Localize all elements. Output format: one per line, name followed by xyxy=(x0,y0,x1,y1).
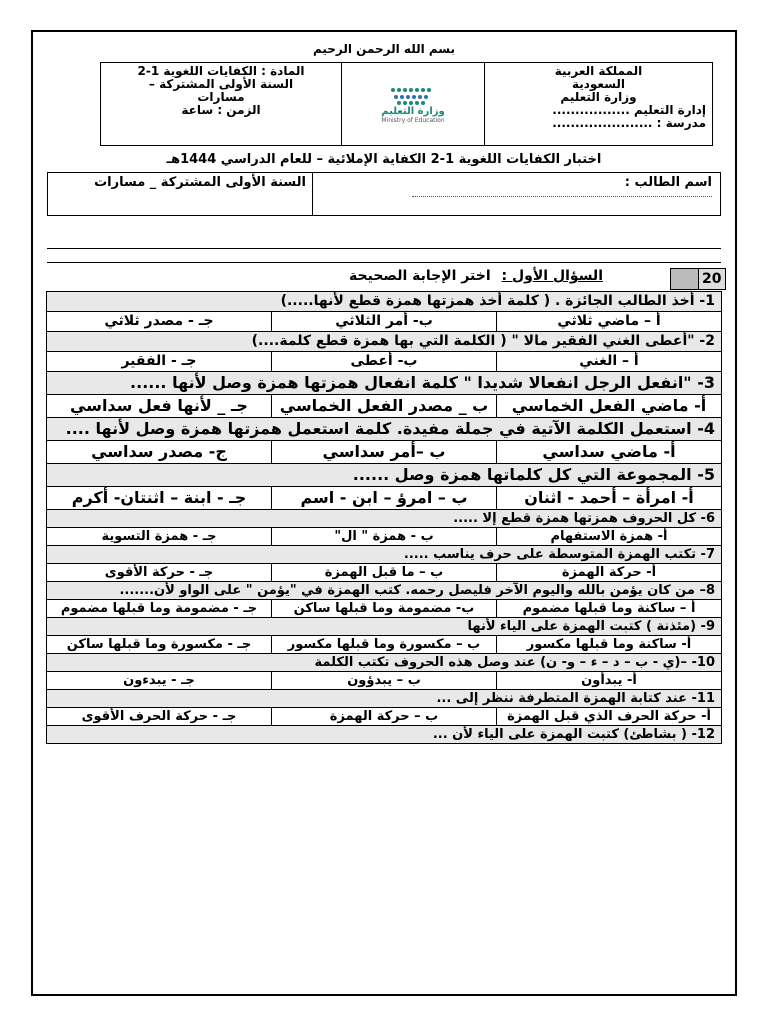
answer-option[interactable]: أ- يبدأون xyxy=(497,672,722,690)
section-instruction: اختر الإجابة الصحيحة xyxy=(349,268,491,284)
header-right-line: وزارة التعليم xyxy=(560,90,637,104)
answer-option[interactable]: أ- حركة الهمزة xyxy=(497,564,722,582)
answer-option[interactable]: جـ - يبدءون xyxy=(47,672,272,690)
answer-option[interactable]: جـ - مكسورة وما قبلها ساكن xyxy=(47,636,272,654)
answer-option[interactable]: ب- أمر الثلاثي xyxy=(272,312,497,332)
header-subject xyxy=(101,63,341,145)
answer-option[interactable]: أ- ساكنة وما قبلها مكسور xyxy=(497,636,722,654)
questions-table xyxy=(46,291,722,744)
options-row xyxy=(47,528,722,546)
header-right-line: إدارة التعليم ................. xyxy=(552,103,706,117)
answer-option[interactable]: ب – مكسورة وما قبلها مكسور xyxy=(272,636,497,654)
options-row xyxy=(47,600,722,618)
answer-option[interactable]: ب - همزة " ال" xyxy=(272,528,497,546)
score-value: 20 xyxy=(698,269,726,289)
answer-option[interactable]: أ- همزة الاستفهام xyxy=(497,528,722,546)
question-row xyxy=(47,292,722,312)
answer-option[interactable]: ب – ما قبل الهمزة xyxy=(272,564,497,582)
header-left-line: مسارات xyxy=(197,90,245,104)
section-title: السؤال الأول : xyxy=(501,268,603,284)
options-row xyxy=(47,708,722,726)
answer-option[interactable]: أ- ماضي الفعل الخماسي xyxy=(497,395,722,418)
question-row xyxy=(47,546,722,564)
answer-option[interactable]: جـ - ابنة – اثنتان- أكرم xyxy=(47,487,272,510)
answer-option[interactable]: ب – امرؤ – ابن - اسم xyxy=(272,487,497,510)
student-box xyxy=(47,172,721,216)
question-row xyxy=(47,690,722,708)
name-dotted-line xyxy=(412,196,712,197)
header-left-line: الزمن : ساعة xyxy=(181,103,261,117)
header-right-line: مدرسة : ...................... xyxy=(552,116,706,130)
header-left-line: السنة الأولى المشتركة – xyxy=(148,77,294,91)
answer-option[interactable]: أ – الغني xyxy=(497,352,722,372)
answer-option[interactable]: جـ - الفقير xyxy=(47,352,272,372)
question-text: 5- المجموعة التي كل كلماتها همزة وصل ...... xyxy=(47,464,722,487)
header-right-line: المملكة العربية xyxy=(554,64,643,78)
answer-option[interactable]: ب – حركة الهمزة xyxy=(272,708,497,726)
answer-option[interactable]: أ- امرأة – أحمد - اثنان xyxy=(497,487,722,510)
question-text: 8– من كان يؤمن بالله واليوم الآخر فليصل رحمه. كتب الهمزة في "يؤمن " على الواو لأن....... xyxy=(47,582,722,600)
answer-option[interactable]: أ- ماضي سداسي xyxy=(497,441,722,464)
basmala: بسم الله الرحمن الرحيم xyxy=(312,42,456,56)
options-row xyxy=(47,487,722,510)
logo-text: وزارة التعليم xyxy=(381,106,445,117)
student-name-cell[interactable] xyxy=(312,173,720,215)
student-year: السنة الأولى المشتركة _ مسارات xyxy=(94,175,306,190)
score-blank xyxy=(671,269,698,289)
question-text: 6- كل الحروف همزتها همزة قطع إلا ..... xyxy=(47,510,722,528)
question-text: 10- –(ي - ب – د – ء – و- ن) عند وصل هذه الحروف تكتب الكلمة xyxy=(47,654,722,672)
answer-option[interactable]: جـ - حركة الحرف الأقوى xyxy=(47,708,272,726)
options-row xyxy=(47,564,722,582)
question-row xyxy=(47,510,722,528)
question-text: 2- "أعطى الغني الفقير مالا " ( الكلمة التي بها همزة قطع كلمة....) xyxy=(47,332,722,352)
exam-title: اختبار الكفايات اللغوية 1-2 الكفاية الإملائية – للعام الدراسي 1444هـ xyxy=(166,152,602,167)
header-box xyxy=(100,62,713,146)
question-row xyxy=(47,618,722,636)
options-row xyxy=(47,636,722,654)
answer-option[interactable]: جـ - حركة الأقوى xyxy=(47,564,272,582)
score-box xyxy=(670,268,726,290)
answer-option[interactable]: ب _ مصدر الفعل الخماسي xyxy=(272,395,497,418)
ministry-logo xyxy=(341,63,484,145)
answer-option[interactable]: ب –أمر سداسي xyxy=(272,441,497,464)
header-right-line: السعودية xyxy=(571,77,626,91)
question-row xyxy=(47,372,722,395)
divider-line xyxy=(47,262,721,263)
answer-option[interactable]: جـ - مضمومة وما قبلها مضموم xyxy=(47,600,272,618)
divider-line xyxy=(47,248,721,249)
answer-option[interactable]: ب- مضمومة وما قبلها ساكن xyxy=(272,600,497,618)
logo-dots-icon xyxy=(383,84,443,106)
options-row xyxy=(47,395,722,418)
question-text: 1- أخذ الطالب الجائزة . ( كلمة أخذ همزتها همزة قطع لأنها.....) xyxy=(47,292,722,312)
answer-option[interactable]: جـ - مصدر ثلاثي xyxy=(47,312,272,332)
question-text: 3- "انفعل الرجل انفعالا شديدا " كلمة انفعال همزتها همزة وصل لأنها ...... xyxy=(47,372,722,395)
answer-option[interactable]: جـ _ لأنها فعل سداسي xyxy=(47,395,272,418)
question-row xyxy=(47,654,722,672)
question-row xyxy=(47,418,722,441)
logo-subtext: Ministry of Education xyxy=(381,117,445,124)
section-heading xyxy=(47,268,721,290)
question-row xyxy=(47,332,722,352)
answer-option[interactable]: جـ - همزة التسوية xyxy=(47,528,272,546)
answer-option[interactable]: أ – ماضي ثلاثي xyxy=(497,312,722,332)
answer-option[interactable]: ج- مصدر سداسي xyxy=(47,441,272,464)
question-row xyxy=(47,726,722,744)
answer-option[interactable]: أ – ساكنة وما قبلها مضموم xyxy=(497,600,722,618)
question-text: 11- عند كتابة الهمزة المتطرفة ننظر إلى ... xyxy=(47,690,722,708)
question-text: 7- تكتب الهمزة المتوسطة على حرف يناسب ..... xyxy=(47,546,722,564)
options-row xyxy=(47,352,722,372)
question-text: 9- (مئذنة ) كتبت الهمزة على الياء لأنها xyxy=(47,618,722,636)
options-row xyxy=(47,312,722,332)
question-text: 12- ( بشاطئ) كتبت الهمزة على الياء لأن ... xyxy=(47,726,722,744)
answer-option[interactable]: ب – يبدؤون xyxy=(272,672,497,690)
student-name-label: اسم الطالب : xyxy=(624,175,712,190)
answer-option[interactable]: أ- حركة الحرف الذي قبل الهمزة xyxy=(497,708,722,726)
answer-option[interactable]: ب- أعطى xyxy=(272,352,497,372)
header-ministry xyxy=(484,63,712,145)
section-label xyxy=(349,268,603,284)
options-row xyxy=(47,441,722,464)
question-text: 4- استعمل الكلمة الآتية في جملة مفيدة. كلمة استعمل همزتها همزة وصل لأنها .... xyxy=(47,418,722,441)
question-row xyxy=(47,464,722,487)
question-row xyxy=(47,582,722,600)
options-row xyxy=(47,672,722,690)
header-left-line: المادة : الكفايات اللغوية 1-2 xyxy=(137,64,305,78)
